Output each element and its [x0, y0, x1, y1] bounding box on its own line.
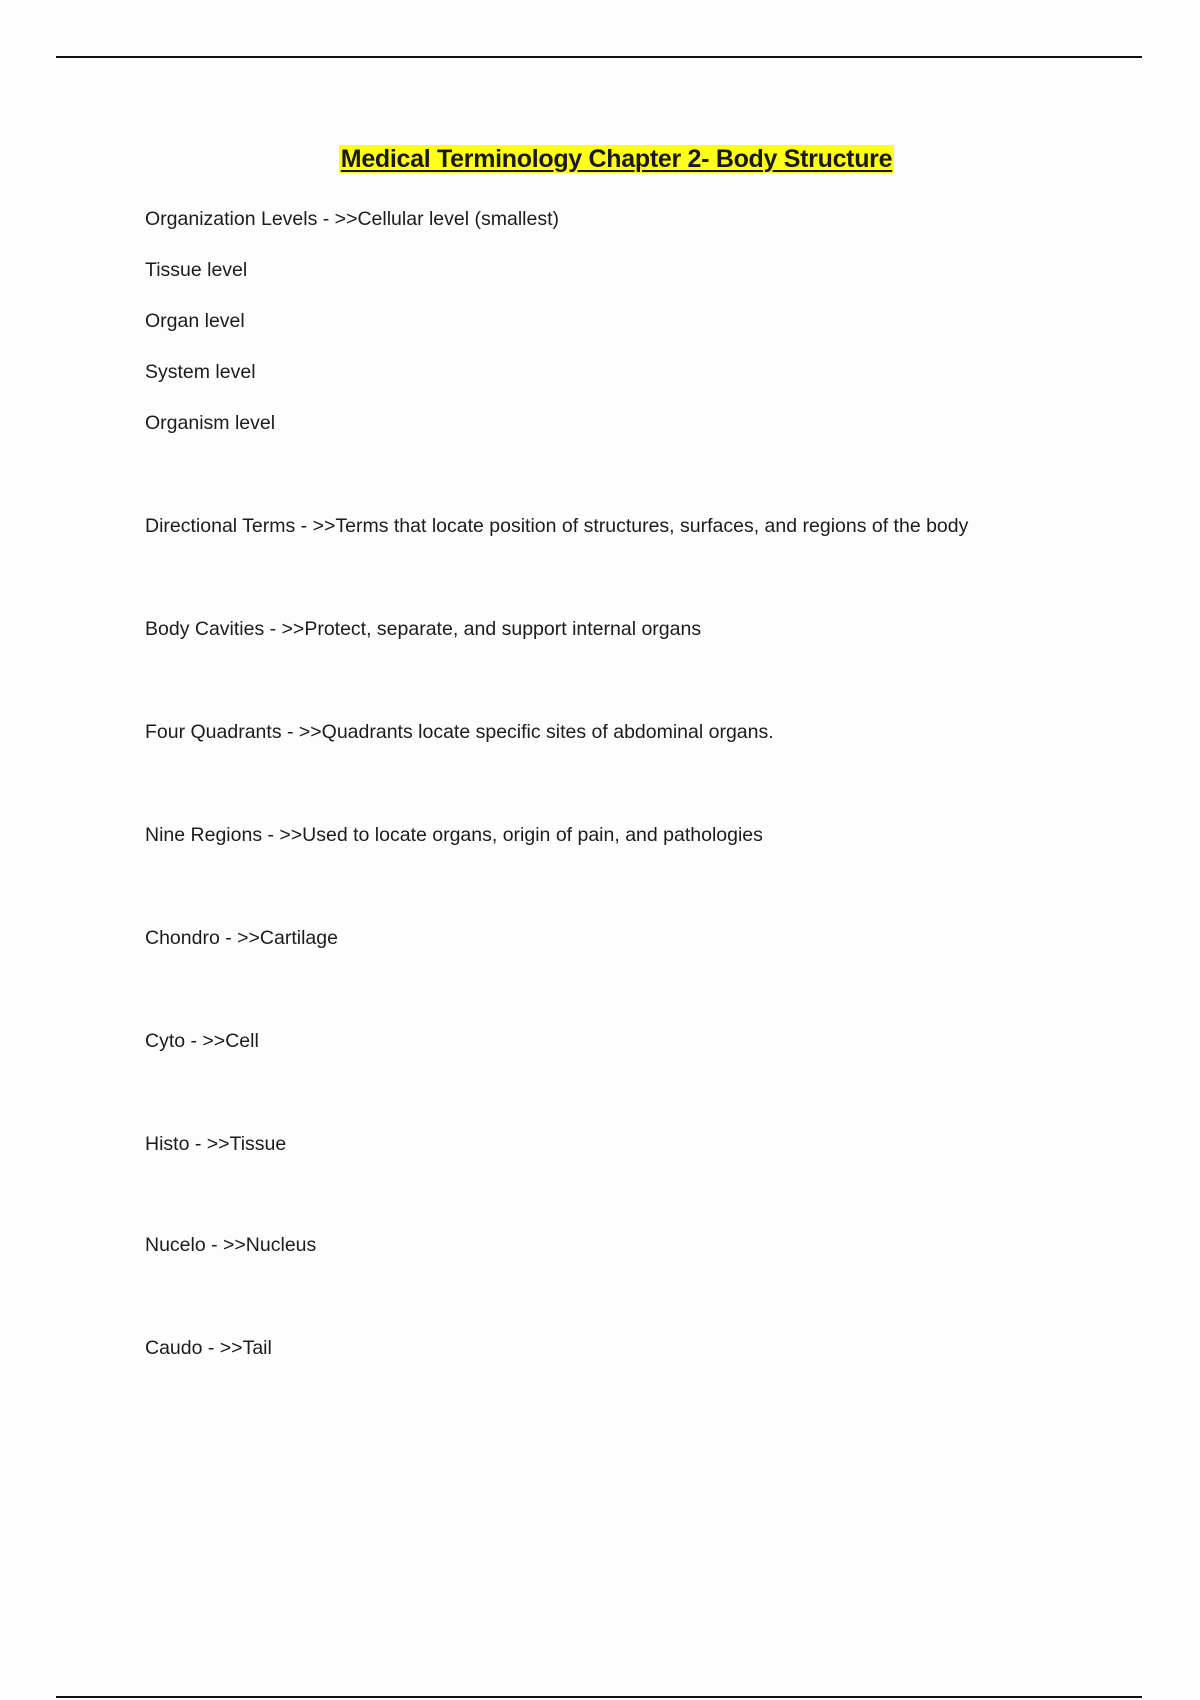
- document-title: [0, 145, 1200, 174]
- text-line: Caudo - >>Tail: [145, 1337, 272, 1359]
- text-line: Histo - >>Tissue: [145, 1133, 287, 1155]
- text-line: Nucelo - >>Nucleus: [145, 1234, 317, 1256]
- text-line: Body Cavities - >>Protect, separate, and support internal organs: [145, 618, 702, 640]
- title-highlight: Medical Terminology Chapter 2- Body Structure: [340, 145, 893, 173]
- text-line: Four Quadrants - >>Quadrants locate specific sites of abdominal organs.: [145, 721, 774, 743]
- text-line: Organization Levels - >>Cellular level (smallest): [145, 208, 560, 230]
- text-line: Tissue level: [145, 259, 248, 281]
- text-line: Chondro - >>Cartilage: [145, 927, 338, 949]
- text-line: Directional Terms - >>Terms that locate position of structures, surfaces, and regions of the body: [145, 515, 969, 537]
- text-line: System level: [145, 361, 256, 383]
- footer-rule: [56, 1696, 1142, 1698]
- text-line: Nine Regions - >>Used to locate organs, origin of pain, and pathologies: [145, 824, 763, 846]
- text-line: Organism level: [145, 412, 276, 434]
- text-line: Cyto - >>Cell: [145, 1030, 259, 1052]
- header-rule: [56, 56, 1142, 58]
- text-line: Organ level: [145, 310, 245, 332]
